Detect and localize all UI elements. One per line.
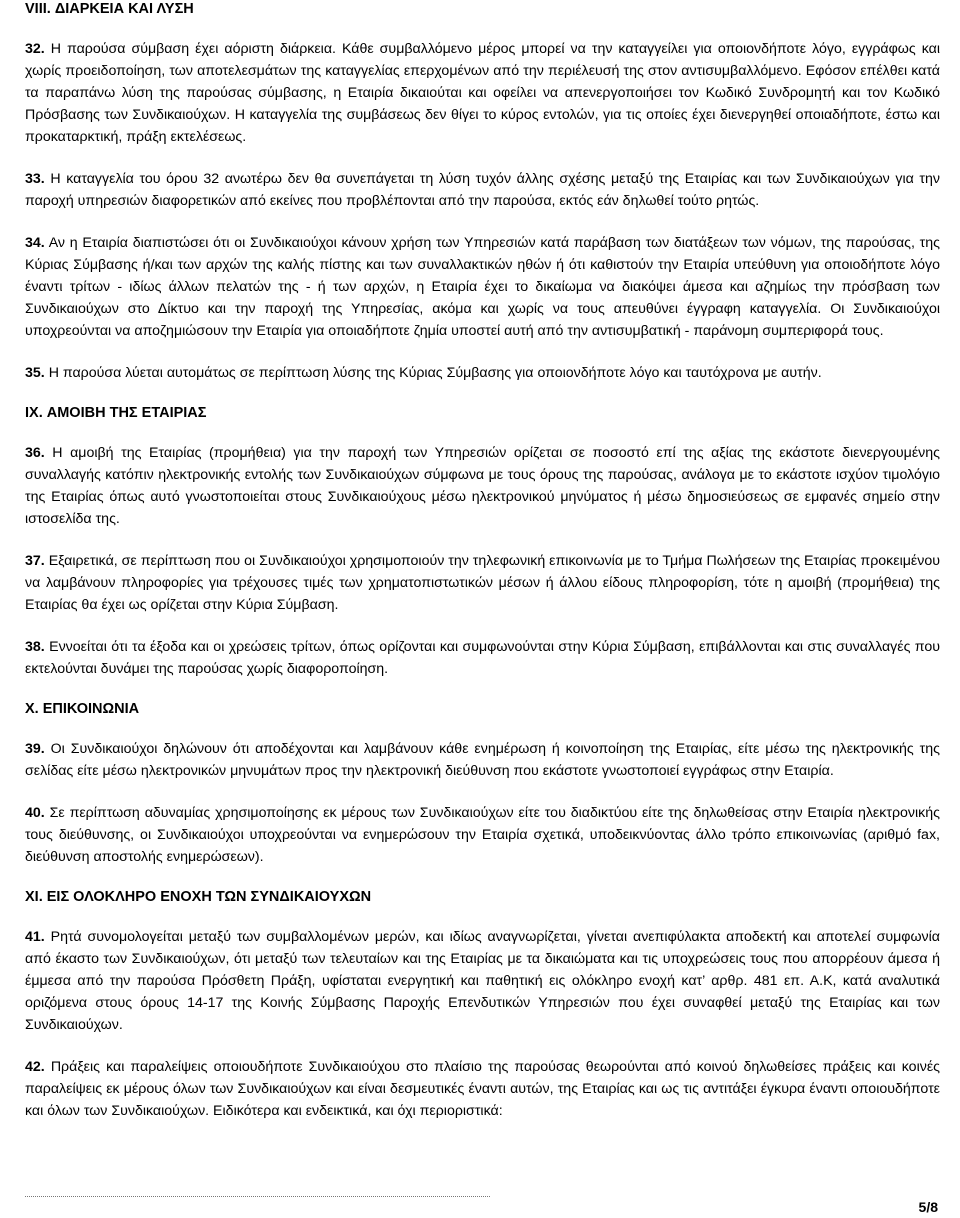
article-number: 41. (25, 929, 45, 945)
article-40 (25, 802, 940, 868)
section-heading-x: X. ΕΠΙΚΟΙΝΩΝΙΑ (25, 701, 140, 717)
article-text: Οι Συνδικαιούχοι δηλώνουν ότι αποδέχονται και λαμβάνουν κάθε ενημέρωση ή κοινοποίηση της Εταιρίας, είτε μέσω της ηλεκτρονικής της σελίδας είτε μέσω ηλεκτρονικών μηνυμάτων προς την ηλεκτρονική διεύθυνση που εκάστοτε γνωστοποιεί εγγράφως στην Εταιρία. (25, 741, 940, 779)
article-37 (25, 550, 940, 616)
article-41 (25, 926, 940, 1036)
article-number: 38. (25, 639, 45, 655)
article-39 (25, 738, 940, 782)
article-text: Αν η Εταιρία διαπιστώσει ότι οι Συνδικαιούχοι κάνουν χρήση των Υπηρεσιών κατά παράβαση των διατάξεων των νόμων, της παρούσας, της Κύριας Σύμβασης ή/και των αρχών της καλής πίστης και των συναλλακτικών ηθών ή ότι καθιστούν την Εταιρία υπεύθυνη για οποιοδήποτε λόγο έναντι τρίτων - ιδίως άλλων πελατών της - ή των αρχών, η Εταιρία έχει το δικαίωμα να διακόψει άμεσα και αζημίως την πρόσβαση των Συνδικαιούχων στο Δίκτυο και την παροχή της Υπηρεσίας, ακόμα και χωρίς να τους απευθύνει έγγραφη καταγγελία. Οι Συνδικαιούχοι υποχρεούνται να αποζημιώσουν την Εταιρία για οποιαδήποτε ζημία υποστεί αυτή από την αντισυμβατική - παράνομη συμπεριφορά τους. (25, 235, 940, 339)
document-page (25, 0, 940, 1122)
article-text: Η παρούσα λύεται αυτομάτως σε περίπτωση λύσης της Κύριας Σύμβασης για οποιονδήποτε λόγο και ταυτόχρονα με αυτήν. (48, 365, 822, 381)
footer-divider (25, 1196, 490, 1197)
article-34 (25, 232, 940, 342)
article-35 (25, 362, 940, 384)
page-number: 5/8 (918, 1199, 938, 1215)
article-number: 33. (25, 171, 45, 187)
article-42 (25, 1056, 940, 1122)
article-number: 39. (25, 741, 45, 757)
section-heading-ix: IX. ΑΜΟΙΒΗ ΤΗΣ ΕΤΑΙΡΙΑΣ (25, 405, 207, 421)
article-32 (25, 38, 940, 148)
article-number: 40. (25, 805, 45, 821)
article-text: Η παρούσα σύμβαση έχει αόριστη διάρκεια. Κάθε συμβαλλόμενο μέρος μπορεί να την καταγγείλει για οποιονδήποτε λόγο, εγγράφως και χωρίς προειδοποίηση, των αποτελεσμάτων της καταγγελίας επερχομένων από την περιέλευσή της στον αντισυμβαλλόμενο. Εφόσον επέλθει κατά τα παραπάνω λύση της παρούσας σύμβασης, η Εταιρία δικαιούται και οφείλει να απενεργοποιήσει τον Κωδικό Συνδρομητή και τον Κωδικό Πρόσβασης των Συνδικαιούχων. Η καταγγελία της συμβάσεως δεν θίγει το κύρος εντολών, για τις οποίες έχει διενεργηθεί οποιαδήποτε, έστω και προκαταρκτική, πράξη εκτελέσεως. (25, 41, 940, 145)
article-text: Εννοείται ότι τα έξοδα και οι χρεώσεις τρίτων, όπως ορίζονται και συμφωνούνται στην Κύρια Σύμβαση, επιβάλλονται και στις συναλλαγές που εκτελούνται δυνάμει της παρούσας χωρίς διαφοροποίηση. (25, 639, 940, 677)
article-38 (25, 636, 940, 680)
article-text: Η καταγγελία του όρου 32 ανωτέρω δεν θα συνεπάγεται τη λύση τυχόν άλλης σχέσης μεταξύ της Εταιρίας και των Συνδικαιούχων για την παροχή υπηρεσιών διαφορετικών από εκείνες που προβλέπονται από την παρούσα, εκτός εάν δηλωθεί τούτο ρητώς. (25, 171, 940, 209)
article-text: Σε περίπτωση αδυναμίας χρησιμοποίησης εκ μέρους των Συνδικαιούχων είτε του διαδικτύου είτε της δηλωθείσας στην Εταιρία ηλεκτρονικής τους διεύθυνσης, οι Συνδικαιούχοι υποχρεούνται να ενημερώσουν την Εταιρία σχετικά, υποδεικνύοντας άλλο τρόπο επικοινωνίας (αριθμό fax, διεύθυνση αποστολής ενημερώσεων). (25, 805, 940, 865)
article-text: Πράξεις και παραλείψεις οποιουδήποτε Συνδικαιούχου στο πλαίσιο της παρούσας θεωρούνται από κοινού δηλωθείσες πράξεις και κοινές παραλείψεις εκ μέρους όλων των Συνδικαιούχων και είναι δεσμευτικές έναντι αυτών, της Εταιρίας και ως τις αντιτάξει έγκυρα έναντι οποιουδήποτε και όλων των Συνδικαιούχων. Ειδικότερα και ενδεικτικά, και όχι περιοριστικά: (25, 1059, 940, 1119)
article-number: 34. (25, 235, 45, 251)
article-number: 32. (25, 41, 45, 57)
section-heading-xi: XI. ΕΙΣ ΟΛΟΚΛΗΡΟ ΕΝΟΧΗ ΤΩΝ ΣΥΝΔΙΚΑΙΟΥΧΩΝ (25, 889, 372, 905)
article-number: 36. (25, 445, 45, 461)
article-36 (25, 442, 940, 530)
article-text: Η αμοιβή της Εταιρίας (προμήθεια) για την παροχή των Υπηρεσιών ορίζεται σε ποσοστό επί της αξίας της εκάστοτε διενεργουμένης συναλλαγής κατόπιν ηλεκτρονικής εντολής των Συνδικαιούχων σύμφωνα με τους όρους της παρούσας, ανάλογα με το εκάστοτε ισχύον τιμολόγιο της Εταιρίας όπως αυτό γνωστοποιείται στους Συνδικαιούχους μέσω ηλεκτρονικού μηνύματος ή μέσω δημοσιεύσεως σε εμφανές σημείο στην ιστοσελίδα της. (25, 445, 940, 527)
article-text: Ρητά συνομολογείται μεταξύ των συμβαλλομένων μερών, και ιδίως αναγνωρίζεται, γίνεται ανεπιφύλακτα αποδεκτή και αποτελεί συμφωνία από έκαστο των Συνδικαιούχων, ότι μεταξύ των τελευταίων και της Εταιρίας με τα δικαιώματα και τις υποχρεώσεις τους που απορρέουν άμεσα ή έμμεσα από την παρούσα Πρόσθετη Πράξη, υφίσταται ενεργητική και παθητική εις ολόκληρο ενοχή κατ’ αρθρ. 481 επ. Α.Κ, κατά αναλυτικά οριζόμενα στους όρους 14-17 της Κοινής Σύμβασης Παροχής Επενδυτικών Υπηρεσιών που έχει συναφθεί μεταξύ της Εταιρίας και των Συνδικαιούχων. (25, 929, 940, 1033)
article-text: Εξαιρετικά, σε περίπτωση που οι Συνδικαιούχοι χρησιμοποιούν την τηλεφωνική επικοινωνία με το Τμήμα Πωλήσεων της Εταιρίας προκειμένου να λαμβάνουν πληροφορίες για τρέχουσες τιμές των χρηματοπιστωτικών μέσων ή άλλου είδους πληροφορίση, τότε η αμοιβή (προμήθεια) της Εταιρίας θα έχει ως ορίζεται στην Κύρια Σύμβαση. (25, 553, 940, 613)
article-number: 42. (25, 1059, 45, 1075)
section-heading-viii: VIII. ΔΙΑΡΚΕΙΑ ΚΑΙ ΛΥΣΗ (25, 1, 194, 17)
article-33 (25, 168, 940, 212)
article-number: 35. (25, 365, 45, 381)
article-number: 37. (25, 553, 45, 569)
